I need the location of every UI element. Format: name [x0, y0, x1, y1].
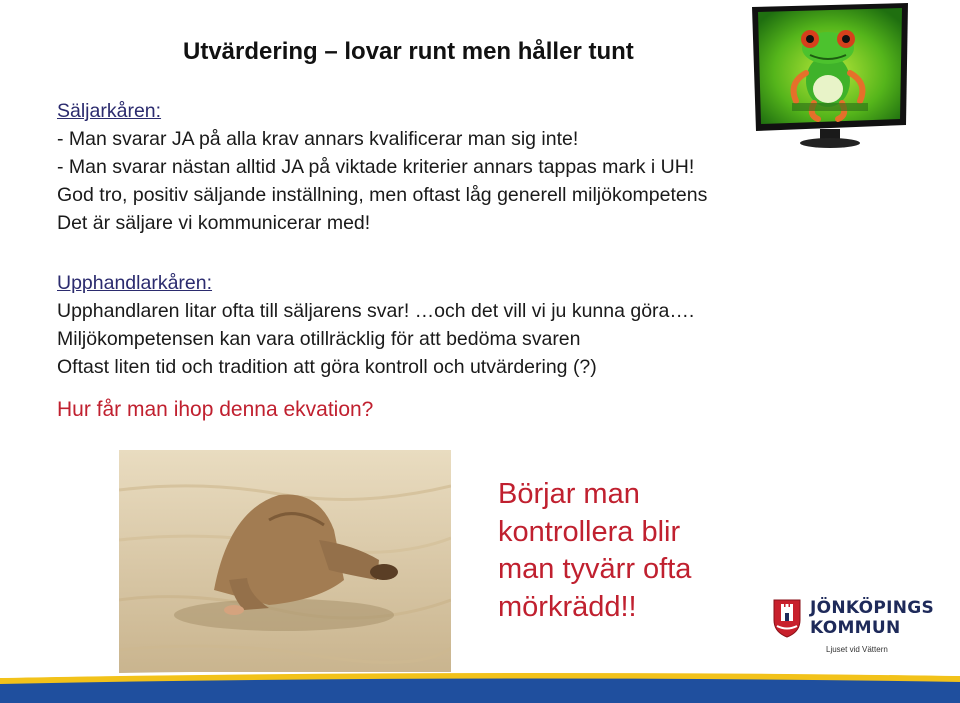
buyer-heading: Upphandlarkåren:	[57, 272, 213, 294]
logo-line2: KOMMUN	[810, 618, 901, 638]
seller-line: - Man svarar JA på alla krav annars kvalificerar man sig inte!	[57, 128, 579, 150]
buyer-line: Oftast liten tid och tradition att göra kontroll och utvärdering (?)	[57, 356, 597, 378]
buyer-line: Upphandlaren litar ofta till säljarens svar! …och det vill vi ju kunna göra….	[57, 300, 695, 322]
logo-tagline: Ljuset vid Vättern	[826, 645, 888, 654]
monitor-frog-image	[748, 3, 910, 149]
seller-section	[57, 97, 707, 237]
callout-line: kontrollera blir	[498, 515, 681, 548]
head-in-sand-photo	[119, 450, 451, 674]
footer-band	[0, 672, 960, 703]
buyer-section	[57, 269, 694, 381]
slide-title: Utvärdering – lovar runt men håller tunt	[183, 38, 634, 65]
coat-of-arms-icon	[772, 598, 802, 638]
logo-line1: JÖNKÖPINGS	[810, 598, 935, 618]
callout-line: mörkrädd!!	[498, 590, 637, 623]
question-text: Hur får man ihop denna ekvation?	[57, 398, 374, 421]
callout-text	[498, 476, 691, 626]
seller-line: Det är säljare vi kommunicerar med!	[57, 212, 371, 234]
callout-line: Börjar man	[498, 478, 640, 510]
seller-line: - Man svarar nästan alltid JA på viktade kriterier annars tappas mark i UH!	[57, 156, 695, 178]
buyer-line: Miljökompetensen kan vara otillräcklig för att bedöma svaren	[57, 328, 581, 350]
callout-line: man tyvärr ofta	[498, 553, 692, 585]
jonkoping-logo	[772, 596, 942, 660]
seller-heading: Säljarkåren:	[57, 100, 162, 122]
seller-line: God tro, positiv säljande inställning, men oftast låg generell miljökompetens	[57, 184, 708, 206]
